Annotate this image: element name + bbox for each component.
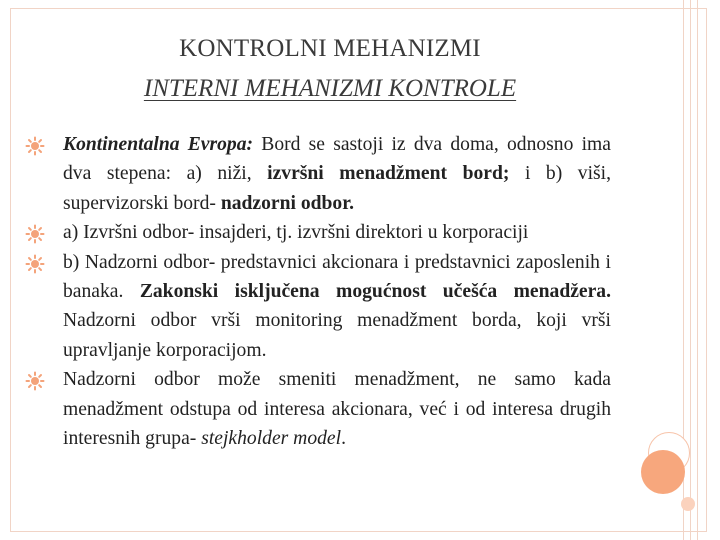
item-lead: Kontinentalna Evropa: xyxy=(63,134,254,155)
list-item xyxy=(63,365,611,453)
decorative-circle-filled xyxy=(641,450,685,494)
sun-icon xyxy=(25,136,45,156)
sun-icon xyxy=(25,371,45,391)
sun-icon xyxy=(25,254,45,274)
list-item xyxy=(63,130,611,218)
slide-subtitle: INTERNI MEHANIZMI KONTROLE xyxy=(143,75,517,102)
item-text: Nadzorni odbor vrši monitoring menadžment borda, koji vrši upravljanje korporacijom. xyxy=(63,310,611,361)
item-text: . xyxy=(341,428,346,450)
item-text: i b) viši, supervizorski bord- xyxy=(63,163,611,214)
item-emphasis: izvršni menadžment bord; xyxy=(267,163,510,185)
decorative-vertical-line xyxy=(697,0,698,540)
item-text: Bord se sastoji iz dva doma, odnosno ima dva stepena: a) niži, xyxy=(63,134,611,185)
item-text: Nadzorni odbor može smeniti menadžment, ne samo kada menadžment odstupa od interesa akcionara, već i od interesa drugih interesnih grupa- xyxy=(63,369,611,450)
list-item xyxy=(63,248,611,366)
decorative-circle-small xyxy=(681,497,695,511)
sun-icon xyxy=(25,224,45,244)
bullet-list xyxy=(63,130,611,453)
item-emphasis: nadzorni odbor. xyxy=(220,192,355,214)
slide-title: KONTROLNI MEHANIZMI xyxy=(179,35,481,62)
list-item xyxy=(63,218,611,247)
item-text: a) Izvršni odbor- insajderi, tj. izvršni direktori u korporaciji xyxy=(63,222,529,244)
item-emphasis: Zakonski isključena mogućnost učešća menadžera. xyxy=(139,281,612,303)
item-emphasis: stejkholder model xyxy=(201,428,342,450)
decorative-vertical-line xyxy=(690,0,691,540)
item-text: b) Nadzorni odbor- predstavnici akcionara i predstavnici zaposlenih i banaka. xyxy=(63,251,611,303)
